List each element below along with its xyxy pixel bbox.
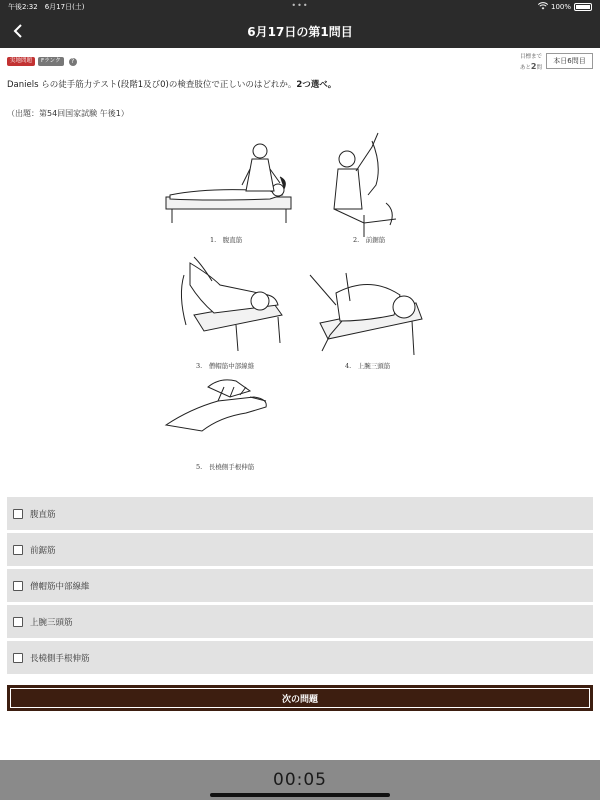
illustration-5 xyxy=(166,380,266,431)
battery-icon xyxy=(574,3,592,11)
question-badges xyxy=(7,57,77,66)
status-time-date: 午後2:32 6月17日(土) xyxy=(8,3,85,11)
wifi-icon xyxy=(538,2,548,12)
goal-suffix: 問 xyxy=(536,65,542,71)
illustration-4 xyxy=(310,273,422,355)
checkbox-icon[interactable] xyxy=(13,509,23,519)
goal-line1: 目標まで xyxy=(519,54,542,60)
choice-2[interactable] xyxy=(7,533,593,566)
figure-label-3: 3. 僧帽筋中部線維 xyxy=(196,362,255,370)
choice-4[interactable] xyxy=(7,605,593,638)
answer-choices xyxy=(7,497,593,677)
question-text xyxy=(7,78,336,90)
rank-badge: Fランク xyxy=(38,57,64,66)
next-question-button[interactable]: 次の問題 xyxy=(7,685,593,711)
nav-bar xyxy=(0,14,600,48)
question-emphasis: 2つ選べ。 xyxy=(296,80,337,90)
page-title: 6月17日の第1問目 xyxy=(247,24,353,39)
illustration-1 xyxy=(166,144,291,223)
figure-label-1: 1. 腹直筋 xyxy=(210,236,243,244)
goal-remaining xyxy=(516,53,542,73)
category-badge: 実地問題 xyxy=(7,57,35,66)
checkbox-icon[interactable] xyxy=(13,653,23,663)
status-indicators xyxy=(538,2,592,12)
choice-label: 長橈側手根伸筋 xyxy=(30,653,90,664)
today-count-box: 本日6問目 xyxy=(546,53,593,69)
illustration-2 xyxy=(334,133,396,237)
figure-label-4: 4. 上腕三頭筋 xyxy=(345,362,391,370)
illustration-3 xyxy=(181,257,282,351)
choice-label: 僧帽筋中部線維 xyxy=(30,581,90,592)
choice-3[interactable] xyxy=(7,569,593,602)
question-source: （出題：第54回国家試験 午後1） xyxy=(7,109,129,118)
checkbox-icon[interactable] xyxy=(13,581,23,591)
battery-percent: 100% xyxy=(550,3,571,11)
elapsed-timer: 00:05 xyxy=(273,770,327,790)
muscle-test-illustrations xyxy=(150,125,450,480)
question-body: Daniels らの徒手筋力テスト(段階1及び0)の検査肢位で正しいのはどれか。 xyxy=(7,80,297,90)
home-indicator[interactable] xyxy=(210,793,390,797)
figure-label-2: 2. 前鋸筋 xyxy=(353,236,386,244)
multitask-dots-icon[interactable]: ••• xyxy=(291,1,309,10)
choice-label: 腹直筋 xyxy=(30,509,56,520)
chevron-left-icon xyxy=(13,24,23,38)
choice-label: 前鋸筋 xyxy=(30,545,56,556)
goal-prefix: あと xyxy=(519,65,531,71)
choice-label: 上腕三頭筋 xyxy=(30,617,73,628)
choice-5[interactable] xyxy=(7,641,593,674)
question-figure xyxy=(150,125,450,480)
checkbox-icon[interactable] xyxy=(13,617,23,627)
help-icon[interactable]: ? xyxy=(69,58,77,66)
status-bar xyxy=(0,0,600,14)
checkbox-icon[interactable] xyxy=(13,545,23,555)
figure-label-5: 5. 長橈側手根伸筋 xyxy=(196,463,255,471)
goal-count: 2 xyxy=(530,62,537,71)
choice-1[interactable] xyxy=(7,497,593,530)
back-button[interactable] xyxy=(8,21,28,41)
